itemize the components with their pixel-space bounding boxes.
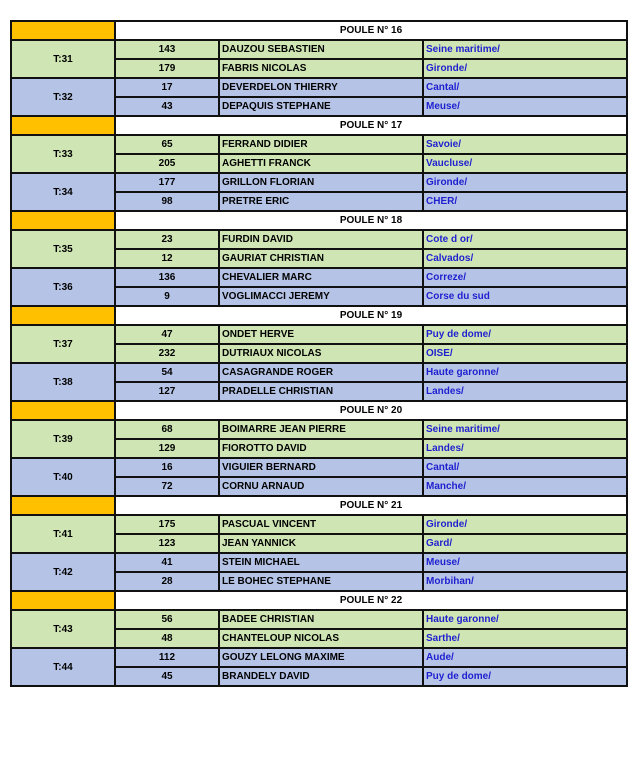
player-department: Cote d or/ bbox=[423, 230, 627, 249]
player-number: 23 bbox=[115, 230, 219, 249]
player-department: Haute garonne/ bbox=[423, 363, 627, 382]
player-department: Savoie/ bbox=[423, 135, 627, 154]
table-label: T:41 bbox=[11, 515, 115, 553]
player-number: 54 bbox=[115, 363, 219, 382]
player-name: STEIN MICHAEL bbox=[219, 553, 423, 572]
player-department: Landes/ bbox=[423, 382, 627, 401]
player-department: OISE/ bbox=[423, 344, 627, 363]
player-name: ONDET HERVE bbox=[219, 325, 423, 344]
player-number: 56 bbox=[115, 610, 219, 629]
player-row bbox=[11, 420, 627, 439]
player-department: Correze/ bbox=[423, 268, 627, 287]
player-number: 143 bbox=[115, 40, 219, 59]
table-label: T:34 bbox=[11, 173, 115, 211]
table-label: T:40 bbox=[11, 458, 115, 496]
table-label: T:39 bbox=[11, 420, 115, 458]
poule-table bbox=[10, 20, 628, 687]
table-label: T:33 bbox=[11, 135, 115, 173]
player-row bbox=[11, 268, 627, 287]
player-name: BOIMARRE JEAN PIERRE bbox=[219, 420, 423, 439]
poule-title: POULE N° 22 bbox=[115, 591, 627, 610]
player-number: 48 bbox=[115, 629, 219, 648]
player-row bbox=[11, 78, 627, 97]
player-number: 72 bbox=[115, 477, 219, 496]
poule-marker bbox=[11, 496, 115, 515]
poule-marker bbox=[11, 591, 115, 610]
poule-table-body bbox=[11, 21, 627, 686]
player-row bbox=[11, 230, 627, 249]
player-number: 9 bbox=[115, 287, 219, 306]
player-department: Cantal/ bbox=[423, 458, 627, 477]
poule-sheet bbox=[10, 20, 628, 687]
poule-marker bbox=[11, 306, 115, 325]
player-department: Cantal/ bbox=[423, 78, 627, 97]
player-number: 129 bbox=[115, 439, 219, 458]
poule-header-row bbox=[11, 211, 627, 230]
player-department: Vaucluse/ bbox=[423, 154, 627, 173]
player-number: 47 bbox=[115, 325, 219, 344]
player-number: 41 bbox=[115, 553, 219, 572]
player-name: GOUZY LELONG MAXIME bbox=[219, 648, 423, 667]
player-row bbox=[11, 173, 627, 192]
player-row bbox=[11, 135, 627, 154]
player-department: Manche/ bbox=[423, 477, 627, 496]
player-name: CORNU ARNAUD bbox=[219, 477, 423, 496]
poule-title: POULE N° 20 bbox=[115, 401, 627, 420]
player-row bbox=[11, 363, 627, 382]
player-number: 98 bbox=[115, 192, 219, 211]
poule-marker bbox=[11, 116, 115, 135]
player-name: FERRAND DIDIER bbox=[219, 135, 423, 154]
player-number: 232 bbox=[115, 344, 219, 363]
player-number: 12 bbox=[115, 249, 219, 268]
poule-marker bbox=[11, 401, 115, 420]
player-department: Puy de dome/ bbox=[423, 667, 627, 686]
player-number: 205 bbox=[115, 154, 219, 173]
player-number: 123 bbox=[115, 534, 219, 553]
poule-header-row bbox=[11, 116, 627, 135]
player-name: AGHETTI FRANCK bbox=[219, 154, 423, 173]
poule-marker bbox=[11, 21, 115, 40]
player-department: Sarthe/ bbox=[423, 629, 627, 648]
player-name: DUTRIAUX NICOLAS bbox=[219, 344, 423, 363]
player-name: FIOROTTO DAVID bbox=[219, 439, 423, 458]
player-number: 45 bbox=[115, 667, 219, 686]
player-row bbox=[11, 610, 627, 629]
player-name: BRANDELY DAVID bbox=[219, 667, 423, 686]
player-row bbox=[11, 515, 627, 534]
poule-header-row bbox=[11, 306, 627, 325]
poule-marker bbox=[11, 211, 115, 230]
poule-title: POULE N° 21 bbox=[115, 496, 627, 515]
player-department: Gironde/ bbox=[423, 173, 627, 192]
player-name: BADEE CHRISTIAN bbox=[219, 610, 423, 629]
player-number: 127 bbox=[115, 382, 219, 401]
player-department: Corse du sud bbox=[423, 287, 627, 306]
player-department: Puy de dome/ bbox=[423, 325, 627, 344]
player-number: 177 bbox=[115, 173, 219, 192]
player-number: 179 bbox=[115, 59, 219, 78]
player-name: PASCUAL VINCENT bbox=[219, 515, 423, 534]
player-department: CHER/ bbox=[423, 192, 627, 211]
table-label: T:43 bbox=[11, 610, 115, 648]
table-label: T:38 bbox=[11, 363, 115, 401]
player-department: Meuse/ bbox=[423, 97, 627, 116]
player-number: 136 bbox=[115, 268, 219, 287]
player-name: DEPAQUIS STEPHANE bbox=[219, 97, 423, 116]
table-label: T:44 bbox=[11, 648, 115, 686]
player-row bbox=[11, 553, 627, 572]
player-number: 175 bbox=[115, 515, 219, 534]
poule-title: POULE N° 18 bbox=[115, 211, 627, 230]
poule-title: POULE N° 17 bbox=[115, 116, 627, 135]
player-row bbox=[11, 648, 627, 667]
table-label: T:37 bbox=[11, 325, 115, 363]
player-department: Haute garonne/ bbox=[423, 610, 627, 629]
player-department: Gard/ bbox=[423, 534, 627, 553]
player-department: Seine maritime/ bbox=[423, 40, 627, 59]
table-label: T:35 bbox=[11, 230, 115, 268]
player-number: 17 bbox=[115, 78, 219, 97]
player-name: PRADELLE CHRISTIAN bbox=[219, 382, 423, 401]
player-department: Aude/ bbox=[423, 648, 627, 667]
player-name: CHEVALIER MARC bbox=[219, 268, 423, 287]
player-name: CHANTELOUP NICOLAS bbox=[219, 629, 423, 648]
poule-header-row bbox=[11, 496, 627, 515]
player-number: 65 bbox=[115, 135, 219, 154]
player-department: Calvados/ bbox=[423, 249, 627, 268]
player-name: CASAGRANDE ROGER bbox=[219, 363, 423, 382]
poule-header-row bbox=[11, 401, 627, 420]
player-number: 16 bbox=[115, 458, 219, 477]
player-row bbox=[11, 458, 627, 477]
player-name: LE BOHEC STEPHANE bbox=[219, 572, 423, 591]
player-name: GRILLON FLORIAN bbox=[219, 173, 423, 192]
table-label: T:42 bbox=[11, 553, 115, 591]
poule-header-row bbox=[11, 591, 627, 610]
player-number: 112 bbox=[115, 648, 219, 667]
poule-title: POULE N° 19 bbox=[115, 306, 627, 325]
player-department: Gironde/ bbox=[423, 59, 627, 78]
player-name: PRETRE ERIC bbox=[219, 192, 423, 211]
player-name: JEAN YANNICK bbox=[219, 534, 423, 553]
player-name: VOGLIMACCI JEREMY bbox=[219, 287, 423, 306]
player-department: Meuse/ bbox=[423, 553, 627, 572]
player-name: DEVERDELON THIERRY bbox=[219, 78, 423, 97]
player-name: DAUZOU SEBASTIEN bbox=[219, 40, 423, 59]
player-number: 43 bbox=[115, 97, 219, 116]
table-label: T:31 bbox=[11, 40, 115, 78]
player-name: FURDIN DAVID bbox=[219, 230, 423, 249]
player-row bbox=[11, 40, 627, 59]
poule-title: POULE N° 16 bbox=[115, 21, 627, 40]
player-number: 28 bbox=[115, 572, 219, 591]
player-name: GAURIAT CHRISTIAN bbox=[219, 249, 423, 268]
player-department: Landes/ bbox=[423, 439, 627, 458]
table-label: T:32 bbox=[11, 78, 115, 116]
player-row bbox=[11, 325, 627, 344]
table-label: T:36 bbox=[11, 268, 115, 306]
poule-header-row bbox=[11, 21, 627, 40]
player-department: Gironde/ bbox=[423, 515, 627, 534]
player-name: FABRIS NICOLAS bbox=[219, 59, 423, 78]
player-department: Morbihan/ bbox=[423, 572, 627, 591]
player-number: 68 bbox=[115, 420, 219, 439]
player-name: VIGUIER BERNARD bbox=[219, 458, 423, 477]
player-department: Seine maritime/ bbox=[423, 420, 627, 439]
